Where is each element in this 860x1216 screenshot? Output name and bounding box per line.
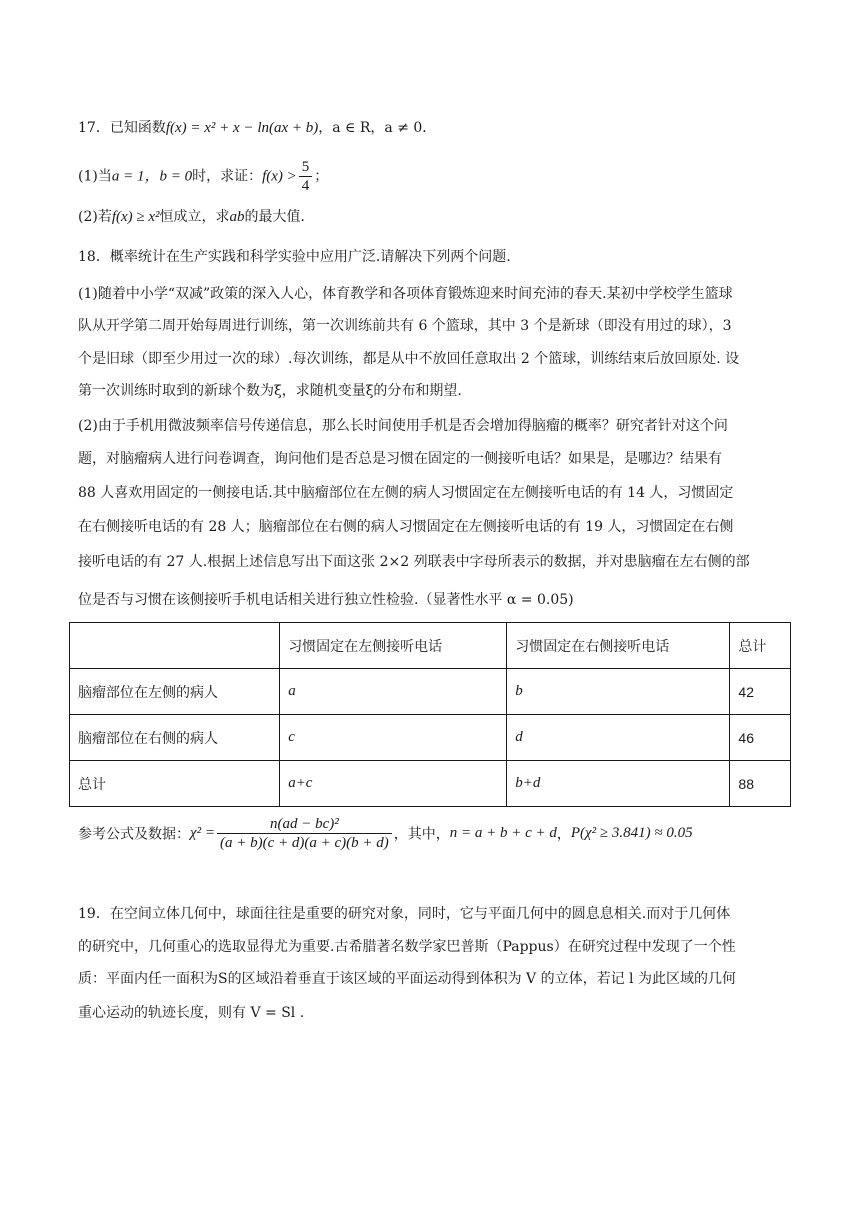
contingency-table xyxy=(69,622,791,807)
table-cell: b+d xyxy=(507,761,730,807)
q17-p2-mid: 恒成立，求 xyxy=(159,209,230,225)
q18-p2-line: 在右侧接听电话的有 28 人；脑瘤部位在右侧的病人习惯固定在左侧接听电话的有 19 人，习惯固定在右侧 xyxy=(78,519,734,535)
q17-p1-claim: f(x) > xyxy=(262,168,297,185)
table-cell: 42 xyxy=(730,669,791,715)
q17-p2-condition: f(x) ≥ x² xyxy=(111,209,160,225)
q18-p2-line: 题，对脑瘤病人进行问卷调查，询问他们是否总是习惯在固定的一侧接听电话？如果是，是哪边？结果有 xyxy=(78,451,722,467)
q17-stem xyxy=(78,118,436,138)
q17-p2-prefix: (2)若 xyxy=(78,209,112,225)
q18-p1-line: 第一次训练时取到的新球个数为ξ，求随机变量ξ的分布和期望. xyxy=(78,383,462,399)
formula-mid: ，其中， xyxy=(393,826,450,843)
fraction-five-quarters xyxy=(299,158,313,195)
table-row-label: 总计 xyxy=(70,761,280,807)
formula-label: 参考公式及数据： xyxy=(78,826,190,843)
q17-function: f(x) = x² + x − ln(ax + b) xyxy=(165,120,319,136)
table-cell: a+c xyxy=(280,761,507,807)
fraction-denominator: 4 xyxy=(301,178,310,194)
q17-p1-mid: 时，求证： xyxy=(192,168,263,185)
n-definition: n = a + b + c + d xyxy=(449,825,557,841)
q19-line: 19．在空间立体几何中，球面往往是重要的研究对象，同时，它与平面几何中的圆息息相关.而对于几何体 xyxy=(78,906,731,922)
critical-value: P(χ² ≥ 3.841) ≈ 0.05 xyxy=(570,825,693,841)
table-cell: 46 xyxy=(730,715,791,761)
q17-p2-end: 的最大值． xyxy=(244,209,315,225)
table-cell: 88 xyxy=(730,761,791,807)
fraction-numerator: 5 xyxy=(299,158,313,177)
table-row xyxy=(70,669,791,715)
table-header-cell: 总计 xyxy=(730,623,791,669)
table-header-cell xyxy=(70,623,280,669)
q17-p1-prefix: (1)当 xyxy=(78,168,112,185)
formula-numerator: n(ad − bc)² xyxy=(217,815,392,834)
q18-p2-line: 88 人喜欢用固定的一侧接电话.其中脑瘤部位在左侧的病人习惯固定在左侧接听电话的有 14 人，习惯固定 xyxy=(78,485,734,501)
q19-line: 的研究中，几何重心的选取显得尤为重要.古希腊著名数学家巴普斯（Pappus）在研究过程中发现了一个性 xyxy=(78,939,736,955)
q17-p1-end: ； xyxy=(314,168,329,185)
table-header-cell: 习惯固定在右侧接听电话 xyxy=(507,623,730,669)
table-row-label: 脑瘤部位在右侧的病人 xyxy=(70,715,280,761)
q17-part1 xyxy=(78,158,328,195)
table-cell: b xyxy=(507,669,730,715)
formula-denominator: (a + b)(c + d)(a + c)(b + d) xyxy=(219,835,389,851)
table-cell: a xyxy=(280,669,507,715)
table-row xyxy=(70,715,791,761)
q19-line: 重心运动的轨迹长度，则有 V = Sl . xyxy=(78,1005,305,1021)
q17-part2 xyxy=(78,207,315,227)
q17-condition: ，a ∈ R，a ≠ 0． xyxy=(318,120,437,136)
table-header-cell: 习惯固定在左侧接听电话 xyxy=(280,623,507,669)
q17-p1-condition: a = 1，b = 0 xyxy=(111,168,193,185)
q18-p2-line: (2)由于手机用微波频率信号传递信息，那么长时间使用手机是否会增加得脑瘤的概率？研究者针对这个问 xyxy=(78,418,728,434)
q18-p1-line: (1)随着中小学“双减”政策的深入人心，体育教学和各项体育锻炼迎来时间充沛的春天.某初中学校学生篮球 xyxy=(78,286,733,302)
table-row-label: 脑瘤部位在左侧的病人 xyxy=(70,669,280,715)
q17-stem-text: 17．已知函数 xyxy=(78,120,166,136)
formula-separator: ， xyxy=(556,826,571,843)
q18-p2-line: 接听电话的有 27 人.根据上述信息写出下面这张 2×2 列联表中字母所表示的数据，并对患脑瘤在左右侧的部 xyxy=(78,554,750,570)
table-cell: c xyxy=(280,715,507,761)
q18-p1-line: 队从开学第二周开始每周进行训练，第一次训练前共有 6 个篮球，其中 3 个是新球（即没有用过的球），3 xyxy=(78,318,732,334)
q18-intro: 18．概率统计在生产实践和科学实验中应用广泛.请解决下列两个问题. xyxy=(78,249,511,265)
chi-square-fraction xyxy=(217,815,392,852)
q18-p1-line: 个是旧球（即至少用过一次的球）.每次训练，都是从中不放回任意取出 2 个篮球，训练结束后放回原处. 设 xyxy=(78,351,740,367)
chi-square-symbol: χ² = xyxy=(190,825,215,841)
table-row xyxy=(70,761,791,807)
q19-line: 质：平面内任一面积为S的区域沿着垂直于该区域的平面运动得到体积为 V 的立体，若记 l 为此区域的几何 xyxy=(78,971,736,987)
table-cell: d xyxy=(507,715,730,761)
q17-p2-variable: ab xyxy=(229,209,245,225)
reference-formula xyxy=(78,815,693,865)
table-header-row xyxy=(70,623,791,669)
q18-p2-line: 位是否与习惯在该侧接听手机电话相关进行独立性检验.（显著性水平 α = 0.05) xyxy=(78,592,574,608)
